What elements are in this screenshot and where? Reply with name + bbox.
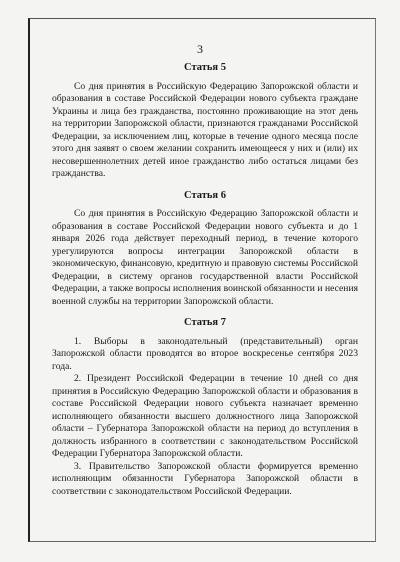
page-number: 3 — [197, 42, 203, 56]
article-5 — [52, 62, 358, 181]
article-paragraph: 1. Выборы в законодательный (представительный) орган Запорожской области проводятся во второе воскресенье сентября 2023 года. — [52, 335, 358, 372]
article-heading: Статья 5 — [184, 62, 226, 73]
article-paragraph: Со дня принятия в Российскую Федерацию Запорожской области и образования в составе Российской Федерации нового субъекта граждане Украины и лица без гражданства, постоянно проживающие на этот день на территории Запорожской области, признаются гражданами Российской Федерации, за исключением лиц, которые в течение одного месяца после этого дня заявят о своем желании сохранить имеющееся у них и (или) их несовершеннолетних детей иное гражданство либо остаться лицами без гражданства. — [52, 80, 358, 179]
article-heading: Статья 6 — [184, 189, 226, 201]
article-heading: Статья 7 — [184, 317, 226, 328]
article-7 — [52, 317, 358, 498]
article-paragraph: Со дня принятия в Российскую Федерацию Запорожской области и образования в составе Российской Федерации нового субъекта и до 1 января 2026 года действует переходный период, в течение которого урегулируются вопросы интеграции Запорожской области в экономическую, финансовую, кредитную и правовую системы Российской Федерации, в систему органов государственной власти Российской Федерации, а также вопросы исполнения воинской обязанности и несения военной службы на территории Запорожской области. — [52, 208, 358, 307]
article-paragraph: 3. Правительство Запорожской области формируется временно исполняющим обязанности Губернатора Запорожской области в соответствии с законодательством Российской Федерации. — [52, 460, 358, 497]
article-6 — [52, 190, 358, 309]
article-paragraph: 2. Президент Российской Федерации в течение 10 дней со дня принятия в Российскую Федерацию Запорожской области и образования в составе Российской Федерации нового субъекта назначает временно исполняющего обязанности высшего должностного лица Запорожской области – Губернатора Запорожской области на период до вступления в должность избранного в соответствии с законодательством Российской Федерации Губернатора Запорожской области. — [52, 373, 358, 459]
document-body — [52, 62, 358, 507]
